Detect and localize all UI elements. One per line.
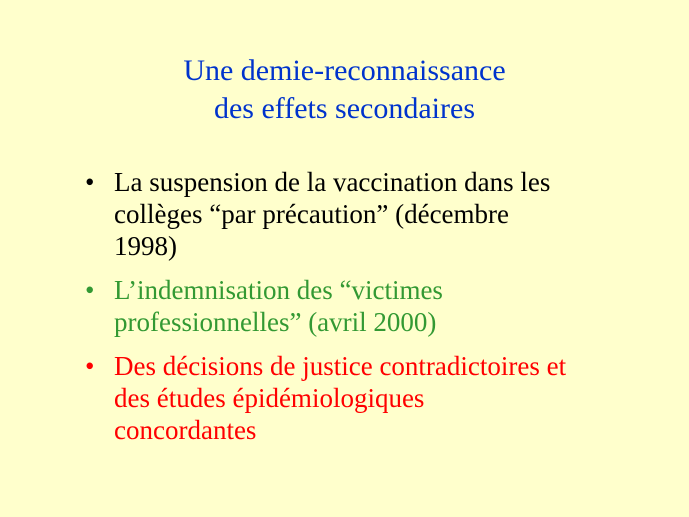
bullet-icon: • [85,275,95,305]
bullet-item-1-line-3: 1998) [114,231,177,261]
title-line-2: des effets secondaires [213,92,475,125]
bullet-item-3-line-3: concordantes [114,415,257,445]
bullet-icon: • [85,167,95,197]
bullet-icon: • [85,351,95,381]
bullet-list [85,166,655,458]
bullet-item-1-line-2: collèges “par précaution” (décembre [114,199,510,229]
bullet-item-decisions-justice [85,350,655,446]
bullet-item-3-line-2: des études épidémiologiques [114,383,425,413]
bullet-item-1-line-1: La suspension de la vaccination dans les [114,167,551,197]
bullet-item-3-line-1: Des décisions de justice contradictoires et [114,351,567,381]
bullet-item-suspension [85,166,655,262]
bullet-item-2-line-1: L’indemnisation des “victimes [114,275,443,305]
slide-title [0,52,689,128]
title-line-1: Une demie-reconnaissance [183,54,506,87]
bullet-item-indemnisation [85,274,655,338]
bullet-item-2-line-2: professionnelles” (avril 2000) [114,307,437,337]
